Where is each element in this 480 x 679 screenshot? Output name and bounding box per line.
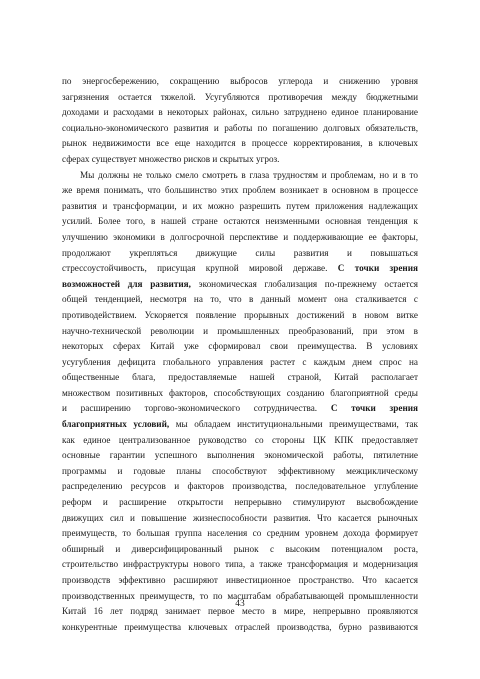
- text-line: социально-экономического развития и работы по погашению долговых обязательств,: [62, 122, 418, 133]
- text-line: обширный и диверсифицированный рынок с высоким потенциалом роста,: [62, 543, 418, 554]
- text-line: распределению ресурсов и факторов производства, последовательное углубление: [62, 481, 418, 492]
- body-text: [62, 74, 418, 635]
- text-line: как единое централизованное руководство со стороны ЦК КПК предоставляет: [62, 434, 418, 445]
- text-line: основные гарантии успешного выполнения экономической работы, пятилетние: [62, 450, 418, 461]
- text-line: [62, 401, 418, 417]
- text-line: некоторых сферах Китай уже сформировал свои преимущества. В условиях: [62, 341, 418, 352]
- text-line: [62, 277, 418, 293]
- bold-phrase: С точки зрения: [337, 263, 418, 274]
- text-line: загрязнения остается тяжелой. Усугубляются противоречия между бюджетными: [62, 91, 418, 102]
- text-line: же время понимать, что большинство этих проблем возникает в основном в процессе: [62, 185, 418, 196]
- text-line: общей тенденцией, несмотря на то, что в данный момент она сталкивается с: [62, 294, 418, 305]
- text-line: усугубления дефицита глобального управления растет с каждым днем спрос на: [62, 356, 418, 367]
- text-line: преимуществ, то большая группа населения со средним уровнем дохода формирует: [62, 528, 418, 539]
- text-line: противодействием. Ускоряется появление прорывных достижений в новом витке: [62, 309, 418, 320]
- text-line: реформ и расширение открытости непрерывно стимулируют высвобождение: [62, 497, 418, 508]
- page-number: 43: [235, 599, 245, 609]
- text-line: конкурентные преимущества ключевых отраслей производства, бурно развиваются: [62, 621, 418, 632]
- text-line: продолжают укрепляться движущие силы развития и повышаться: [62, 247, 418, 258]
- plain-text: экономическая глобализация по-прежнему остается: [198, 278, 418, 289]
- text-line: Китай 16 лет подряд занимает первое место в мире, непрерывно проявляются: [62, 606, 418, 617]
- text-line: рынок недвижимости все еще находится в процессе корректирования, в ключевых: [62, 138, 418, 149]
- plain-text: стрессоустойчивость, присущая крупной мировой державе.: [62, 263, 328, 274]
- text-line: улучшению экономики в долгосрочной перспективе и поддерживающие ее факторы,: [62, 231, 418, 242]
- text-line: научно-технической революции и промышленных преобразований, при этом в: [62, 325, 418, 336]
- text-line: общественные блага, предоставляемые нашей страной, Китай располагает: [62, 372, 418, 383]
- text-line: Мы должны не только смело смотреть в глаза трудностям и проблемам, но и в то: [80, 169, 418, 180]
- text-line: [62, 417, 418, 433]
- text-line: множеством позитивных факторов, способствующих созданию благоприятной среды: [62, 387, 418, 398]
- text-line: доходами и расходами в некоторых районах, сильно затруднено единое планирование: [62, 107, 418, 118]
- bold-phrase: С точки зрения: [330, 403, 418, 414]
- text-line: строительство инфраструктуры нового типа, а также трансформация и модернизация: [62, 559, 418, 570]
- bold-phrase: благоприятных условий,: [62, 419, 170, 430]
- text-line: по энергосбережению, сокращению выбросов углерода и снижению уровня: [62, 76, 418, 86]
- plain-text: мы обладаем институциональными преимуществами, так: [175, 419, 418, 430]
- text-line: [62, 261, 418, 277]
- text-line: сферах существует множество рисков и скрытых угроз.: [62, 153, 280, 164]
- text-line: производств эффективно расширяют инвестиционное пространство. Что касается: [62, 575, 418, 585]
- text-line: движущих сил и повышение жизнеспособности развития. Что касается рыночных: [62, 512, 418, 523]
- text-line: развития и трансформации, и их можно разрешить путем приложения надлежащих: [62, 200, 418, 211]
- text-line: усилий. Более того, в нашей стране остаются неизменными основная тенденция к: [62, 216, 418, 227]
- plain-text: и расширению торгово-экономического сотрудничества.: [62, 403, 318, 414]
- text-line: производственных преимуществ, то по масштабам обрабатывающей промышленности: [62, 590, 418, 601]
- text-line: программы и годовые планы способствуют эффективному межциклическому: [62, 465, 418, 476]
- bold-phrase: возможностей для развития,: [62, 278, 191, 289]
